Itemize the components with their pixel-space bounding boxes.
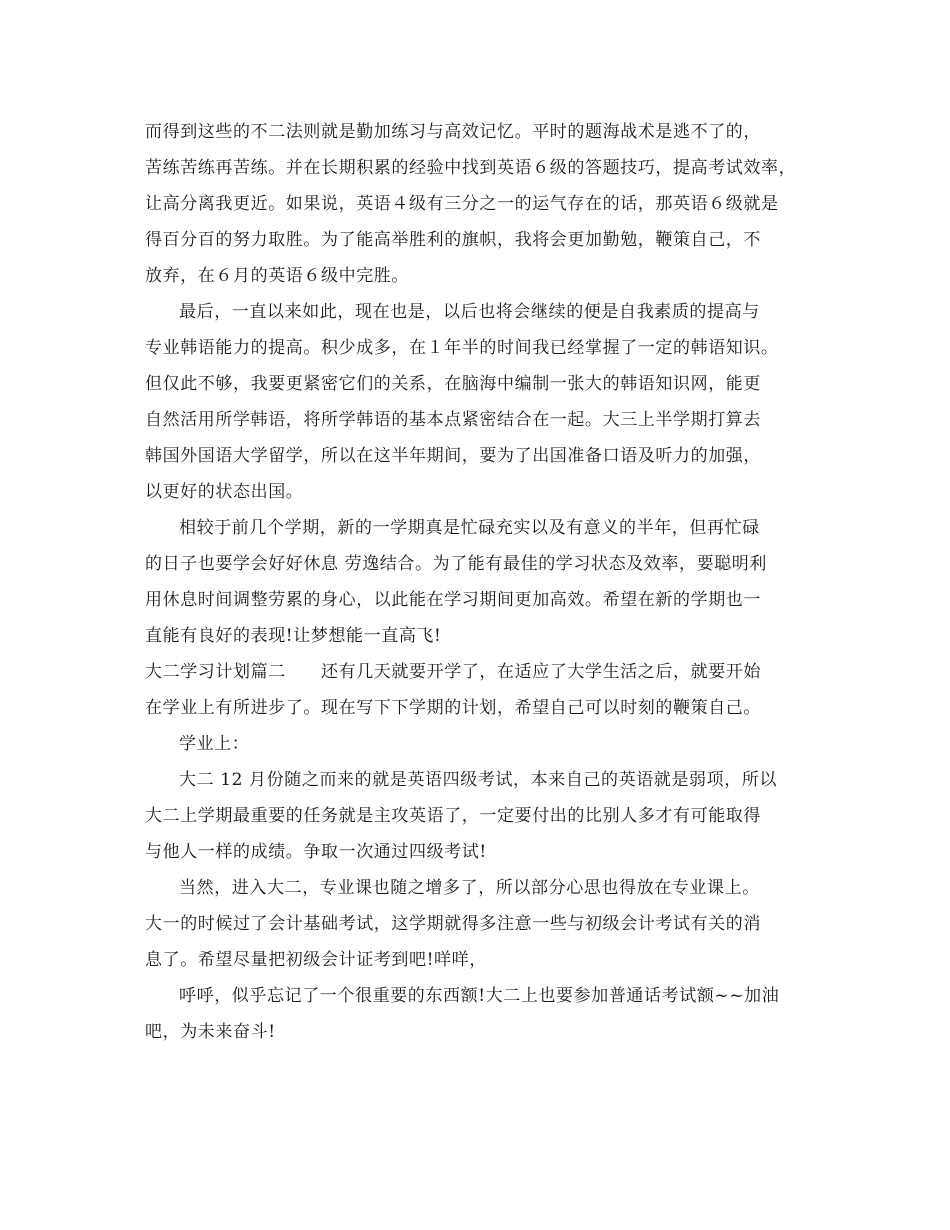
paragraph-start: 呼呼，似乎忘记了一个很重要的东西额!大二上也要参加普通话考试额~~加油 bbox=[179, 986, 780, 1006]
text-line: 在学业上有所进步了。现在写下下学期的计划，希望自己可以时刻的鞭策自己。 bbox=[145, 698, 761, 718]
text-line: 自然活用所学韩语，将所学韩语的基本点紧密结合在一起。大三上半学期打算去 bbox=[145, 410, 761, 430]
text-line: 苦练苦练再苦练。并在长期积累的经验中找到英语６级的答题技巧，提高考试效率， bbox=[145, 158, 797, 178]
text-line: 大二上学期最重要的任务就是主攻英语了，一定要付出的比别人多才有可能取得 bbox=[145, 806, 761, 826]
text-line: 得百分百的努力取胜。为了能高举胜利的旗帜，我将会更加勤勉，鞭策自己，不 bbox=[145, 230, 761, 250]
paragraph-start: 当然，进入大二，专业课也随之增多了，所以部分心思也得放在专业课上。 bbox=[179, 878, 760, 898]
text-line: 而得到这些的不二法则就是勤加练习与高效记忆。平时的题海战术是逃不了的， bbox=[145, 122, 761, 142]
subheading: 学业上： bbox=[179, 734, 250, 754]
text-line: 大一的时候过了会计基础考试，这学期就得多注意一些与初级会计考试有关的消 bbox=[145, 914, 761, 934]
paragraph-start: 相较于前几个学期，新的一学期真是忙碌充实以及有意义的半年，但再忙碌 bbox=[179, 518, 760, 538]
text-line: 以更好的状态出国。 bbox=[145, 482, 304, 502]
text-line: 息了。希望尽量把初级会计证考到吧!咩咩， bbox=[145, 950, 487, 970]
text-line: 直能有良好的表现!让梦想能一直高飞! bbox=[145, 626, 442, 646]
paragraph-start: 大二 12 月份随之而来的就是英语四级考试，本来自己的英语就是弱项，所以 bbox=[179, 770, 778, 790]
text-line: 放弃，在６月的英语６级中完胜。 bbox=[145, 266, 409, 286]
section-heading-line: 大二学习计划篇二 还有几天就要开学了，在适应了大学生活之后，就要开始 bbox=[145, 662, 761, 682]
text-line: 吧，为未来奋斗! bbox=[145, 1022, 276, 1042]
text-line: 但仅此不够，我要更紧密它们的关系，在脑海中编制一张大的韩语知识网，能更 bbox=[145, 374, 761, 394]
text-line: 让高分离我更近。如果说，英语４级有三分之一的运气存在的话，那英语６级就是 bbox=[145, 194, 779, 214]
text-line: 与他人一样的成绩。争取一次通过四级考试! bbox=[145, 842, 487, 862]
text-line: 的日子也要学会好好休息 劳逸结合。为了能有最佳的学习状态及效率，要聪明利 bbox=[145, 554, 768, 574]
text-line: 用休息时间调整劳累的身心，以此能在学习期间更加高效。希望在新的学期也一 bbox=[145, 590, 761, 610]
paragraph-start: 最后，一直以来如此，现在也是，以后也将会继续的便是自我素质的提高与 bbox=[179, 302, 760, 322]
text-line: 韩国外国语大学留学，所以在这半年期间，要为了出国准备口语及听力的加强， bbox=[145, 446, 761, 466]
text-line: 专业韩语能力的提高。积少成多，在１年半的时间我已经掌握了一定的韩语知识。 bbox=[145, 338, 779, 358]
